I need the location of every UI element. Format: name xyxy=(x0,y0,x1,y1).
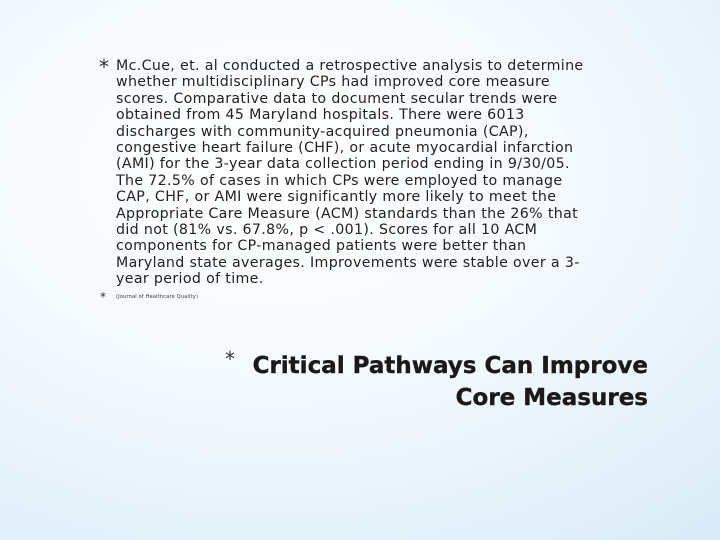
slide-title: Critical Pathways Can Improve Core Measures xyxy=(252,353,648,411)
bullet-star-icon: * xyxy=(99,55,109,79)
bullet-star-icon: * xyxy=(100,290,106,304)
body-paragraph: Mc.Cue, et. al conducted a retrospective analysis to determine whether multidisciplinary CPs had improved core measure scores. Comparative data to document secular trends were obtained from 45 Maryland hospitals. There were 6013 discharges with community-acquired pneumonia (CAP), congestive heart failure (CHF), or acute myocardial infarction (AMI) for the 3-year data collection period ending in 9/30/05. The 72.5% of cases in which CPs were employed to manage CAP, CHF, or AMI were significantly more likely to meet the Appropriate Care Measure (ACM) standards than the 26% that did not (81% vs. 67.8%, p < .001). Scores for all 10 ACM components for CP-managed patients were better than Maryland state averages. Improvements were stable over a 3-year period of time. xyxy=(116,58,584,288)
source-citation: (Journal of Healthcare Quality) xyxy=(116,294,199,300)
title-star-icon: * xyxy=(225,347,235,371)
